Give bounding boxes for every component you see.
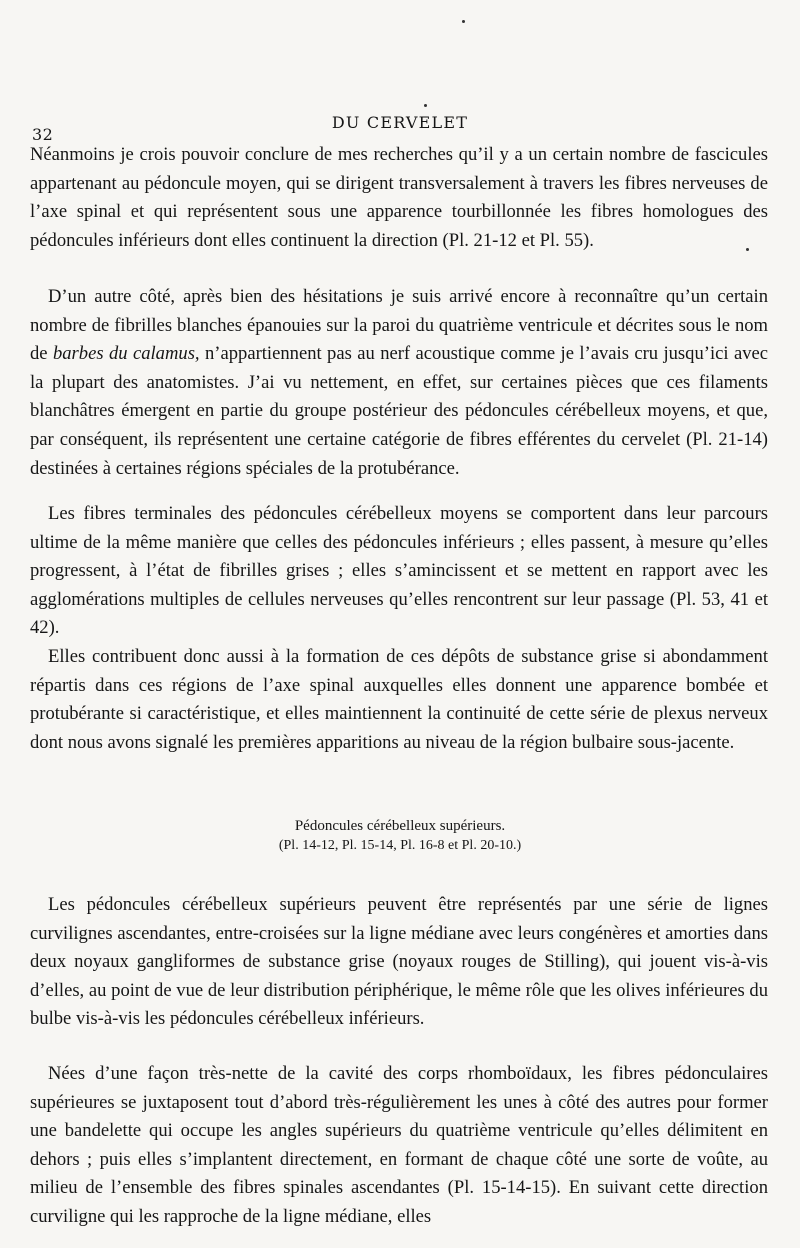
page-number: 32 [32,125,54,144]
running-head: DU CERVELET [331,113,469,132]
paragraph: Les pédoncules cérébelleux supérieurs peuvent être représentés par une série de lignes curvilignes ascendantes, entre-croisées sur la ligne médiane avec leurs congénères et amorties dans deux noyaux gangliformes de substance grise (noyaux rouges de Stilling), qui jouent vis-à-vis d’elles, au point de vue de leur distribution périphérique, le même rôle que les olives inférieures du bulbe vis-à-vis les pédoncules cérébelleux inférieurs. [30,894,768,1030]
paragraph-text: D’un autre côté, après bien des hésitations je suis arrivé encore à reconnaître qu’un certain nombre de fibrilles blanches épanouies sur la paroi du quatrième ventricule et décrites sous le nom de [30,286,768,365]
text-block-a [30,141,768,255]
text-block-d [30,891,768,1232]
paragraph [30,283,768,483]
section-plate-refs: (Pl. 14-12, Pl. 15-14, Pl. 16-8 et Pl. 20-10.) [278,838,522,853]
italic-term: barbes du calamus, [52,343,200,365]
section-heading [0,816,800,856]
paragraph: Les fibres terminales des pédoncules cérébelleux moyens se comportent dans leur parcours ultime de la même manière que celles des pédoncules inférieurs ; elles passent, à mesure qu’elles progressent, à l’état de fibrilles grises ; elles s’amincissent et se mettent en rapport avec les agglomérations multiples de cellules nerveuses qu’elles rencontrent sur leur passage (Pl. 53, 41 et 42). [30,503,768,639]
text-block-b [30,283,768,483]
scan-speck [746,248,749,251]
text-block-c [30,500,768,757]
section-title: Pédoncules cérébelleux supérieurs. [294,818,506,834]
paragraph: Elles contribuent donc aussi à la formation de ces dépôts de substance grise si abondamment répartis dans ces régions de l’axe spinal auxquelles elles donnent une apparence bombée et protubérante si caractéristique, et elles maintiennent la continuité de cette série de plexus nerveux dont nous avons signalé les premières apparitions au niveau de la région bulbaire sous-jacente. [30,645,768,753]
scan-speck [424,104,427,107]
paragraph-text: n’appartiennent pas au nerf acoustique comme je l’avais cru jusqu’ici avec la plupart des anatomistes. J’ai vu nettement, en effet, sur certaines pièces que ces filaments blanchâtres émergent en partie du groupe postérieur des pédoncules cérébelleux moyens, et que, par conséquent, ils représentent une certaine catégorie de fibres efférentes du cervelet (Pl. 21-14) destinées à certaines régions spéciales de la protubérance. [30,343,768,479]
scan-speck [462,20,465,23]
paragraph: Néanmoins je crois pouvoir conclure de mes recherches qu’il y a un certain nombre de fascicules appartenant au pédoncule moyen, qui se dirigent transversalement à travers les fibres nerveuses de l’axe spinal et qui représentent sous une apparence tourbillonnée les fibres homologues des pédoncules inférieurs dont elles continuent la direction (Pl. 21-12 et Pl. 55). [30,144,768,251]
paragraph: Nées d’une façon très-nette de la cavité des corps rhomboïdaux, les fibres pédonculaires supérieures se juxtaposent tout d’abord très-régulièrement les unes à côté des autres pour former une bandelette qui occupe les angles supérieurs du quatrième ventricule qu’elles délimitent en dehors ; puis elles s’implantent directement, en formant de chaque côté une sorte de voûte, au milieu de l’ensemble des fibres spinales ascendantes (Pl. 15-14-15). En suivant cette direction curviligne qui les rapproche de la ligne médiane, elles [30,1062,768,1227]
